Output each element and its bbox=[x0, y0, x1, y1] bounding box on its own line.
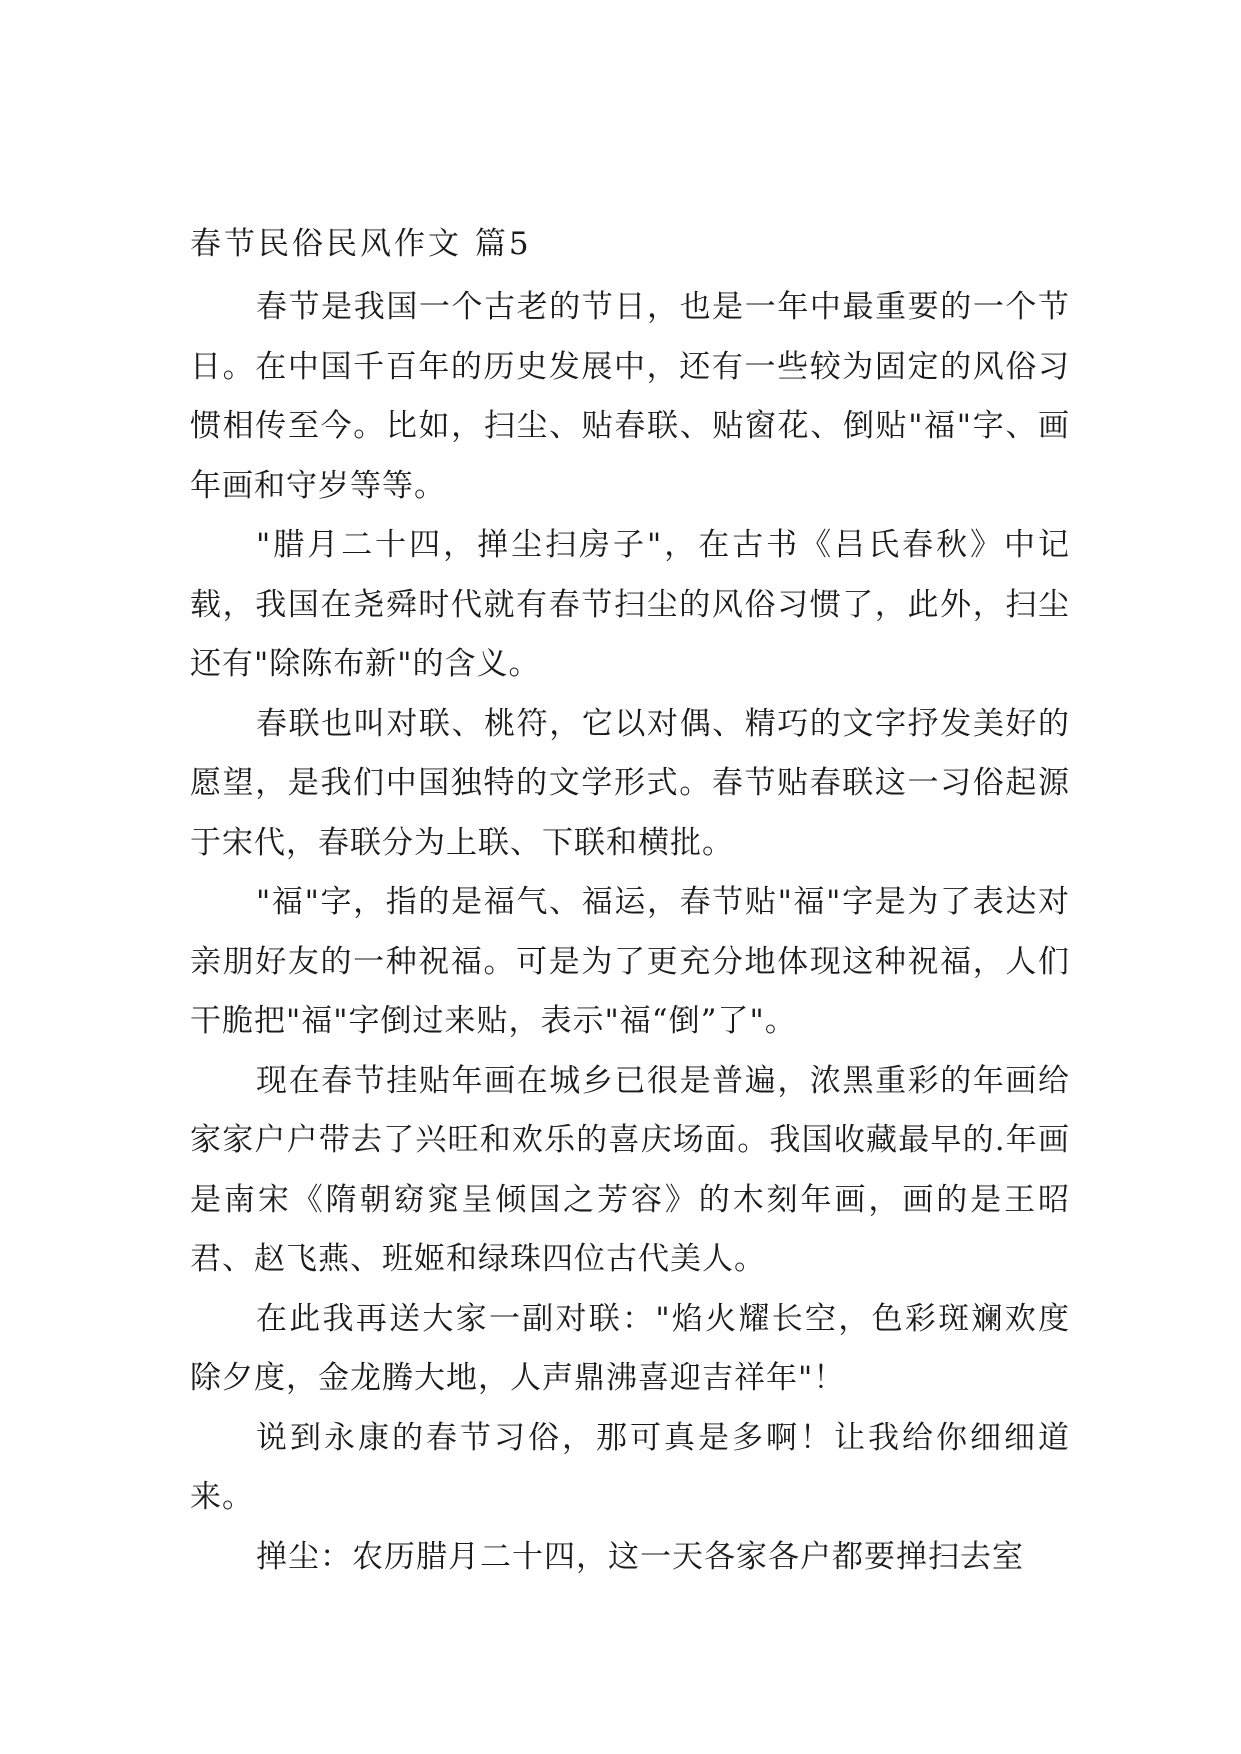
paragraph: 现在春节挂贴年画在城乡已很是普遍，浓黑重彩的年画给家家户户带去了兴旺和欢乐的喜庆场面。我国收藏最早的.年画是南宋《隋朝窈窕呈倾国之芳容》的木刻年画，画的是王昭君、赵飞燕、班姬和绿珠四位古代美人。 bbox=[190, 1062, 1070, 1277]
document-title: 春节民俗民风作文 篇5 bbox=[190, 226, 532, 262]
paragraph: "福"字，指的是福气、福运，春节贴"福"字是为了表达对亲朋好友的一种祝福。可是为了更充分地体现这种祝福，人们干脆把"福"字倒过来贴，表示"福“倒”了"。 bbox=[190, 884, 1070, 1039]
paragraph: 说到永康的春节习俗，那可真是多啊！让我给你细细道来。 bbox=[190, 1419, 1070, 1515]
document-body bbox=[190, 278, 1070, 1587]
paragraph: 春联也叫对联、桃符，它以对偶、精巧的文字抒发美好的愿望，是我们中国独特的文学形式。春节贴春联这一习俗起源于宋代，春联分为上联、下联和横批。 bbox=[190, 705, 1070, 861]
paragraph: 在此我再送大家一副对联："焰火耀长空，色彩斑斓欢度除夕度，金龙腾大地，人声鼎沸喜迎吉祥年"！ bbox=[190, 1300, 1070, 1396]
paragraph: 掸尘：农历腊月二十四，这一天各家各户都要掸扫去室 bbox=[256, 1538, 1024, 1575]
paragraph: "腊月二十四，掸尘扫房子"，在古书《吕氏春秋》中记载，我国在尧舜时代就有春节扫尘的风俗习惯了，此外，扫尘还有"除陈布新"的含义。 bbox=[190, 527, 1070, 682]
paragraph: 春节是我国一个古老的节日，也是一年中最重要的一个节日。在中国千百年的历史发展中，还有一些较为固定的风俗习惯相传至今。比如，扫尘、贴春联、贴窗花、倒贴"福"字、画年画和守岁等等。 bbox=[190, 289, 1070, 504]
